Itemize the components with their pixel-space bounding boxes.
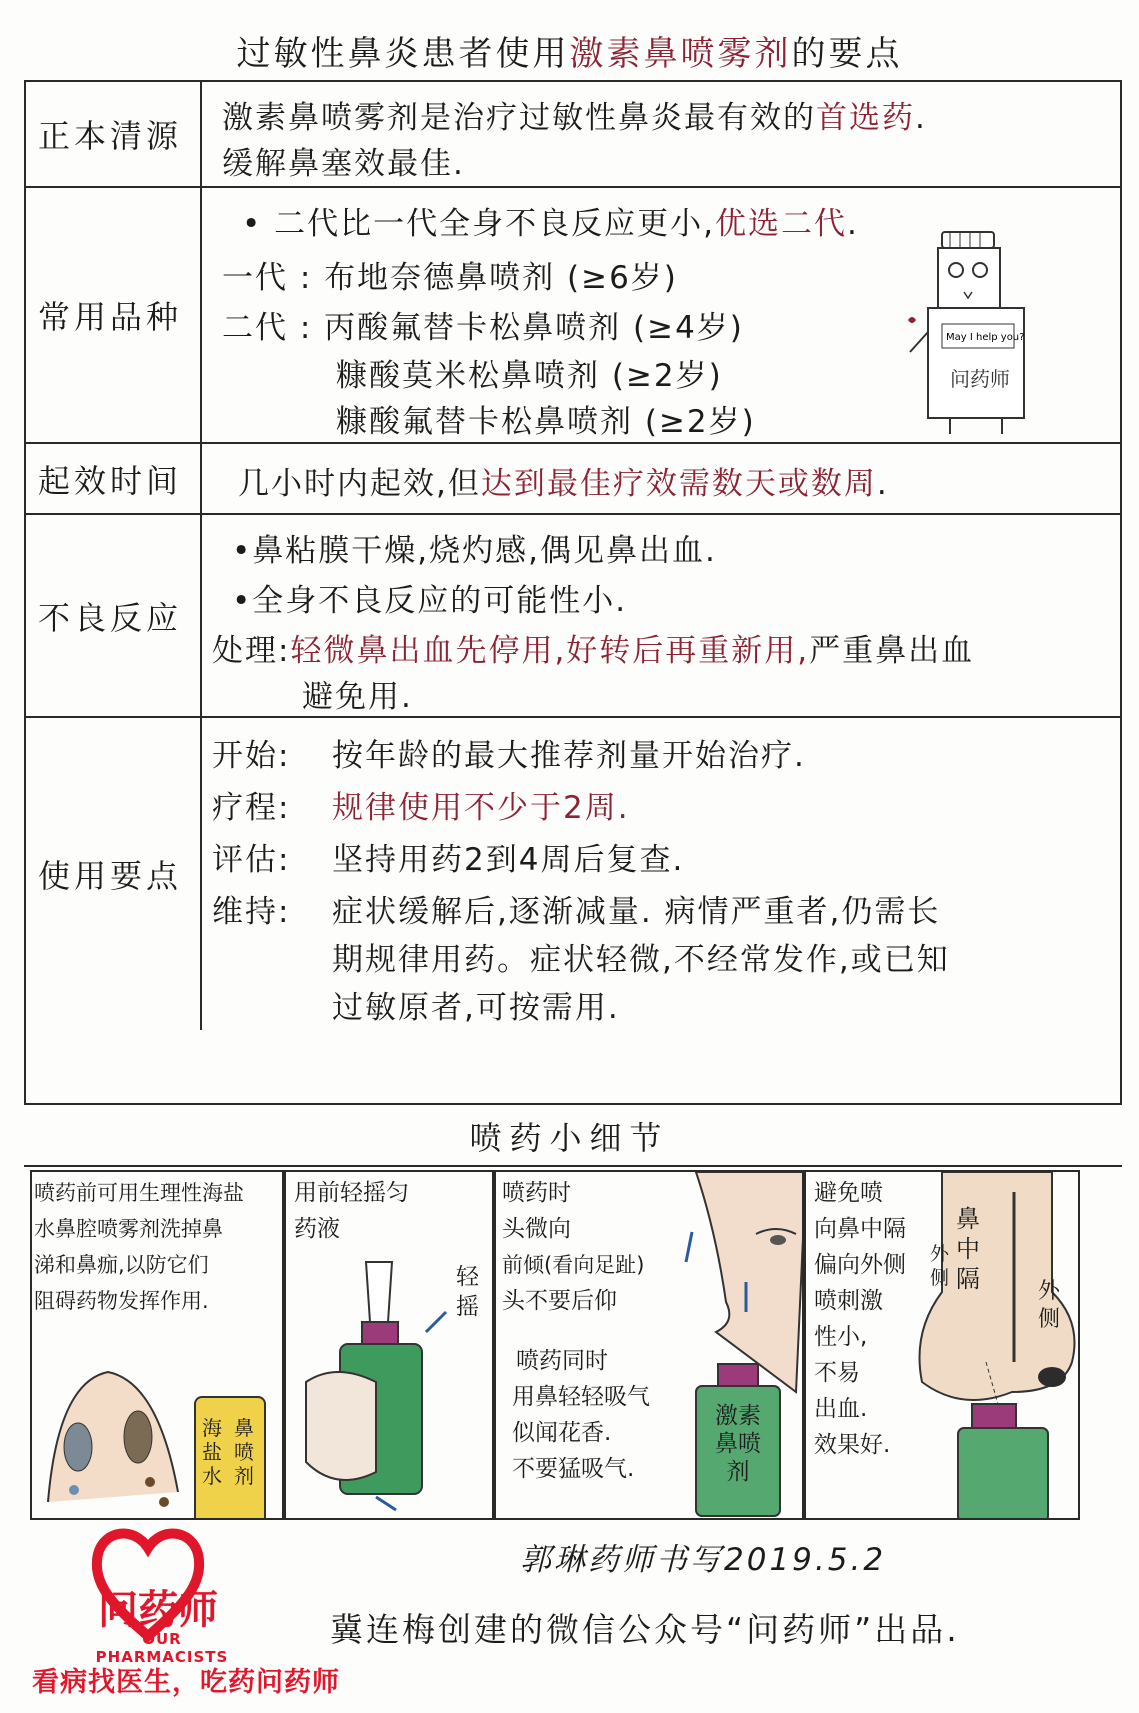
panel-line: 避免喷 [814,1180,883,1206]
content-line: 几小时内起效,但达到最佳疗效需数天或数周. [238,466,889,502]
panel-line: 喷药前可用生理性海盐 [34,1181,244,1205]
bottle-label: 激素鼻喷剂 [715,1403,761,1485]
content-line: • 二代比一代全身不良反应更小,优选二代. [242,206,859,242]
content-line: 处理:轻微鼻出血先停用,好转后再重新用,严重鼻出血 [212,633,975,669]
panel-line: 用前轻摇匀 [294,1180,409,1206]
tip-panel-shake [284,1170,494,1520]
panel-line: 涕和鼻痂,以防它们 [34,1253,209,1277]
info-table [24,80,1122,1105]
row-origin [26,82,1120,188]
divider [24,1165,1122,1167]
panel-line: 似闻花香. [512,1420,612,1446]
panel-line: 用鼻轻轻吸气 [512,1384,650,1410]
content-line: 二代 : 丙酸氟替卡松鼻喷剂 (≥4岁) [222,310,744,346]
title-accent: 激素鼻喷雾剂 [569,34,792,74]
panel-line: 不要猛吸气. [512,1456,635,1482]
panel-line: 头不要后仰 [502,1288,617,1314]
panel-line: 性小, [814,1324,868,1350]
bottle-label: 鼻喷剂 [234,1416,254,1488]
logo-name: 问药师 [98,1587,218,1633]
logo-english: OUR PHARMACISTS [95,1630,229,1666]
septum-label: 鼻中隔 [956,1205,980,1293]
content-line: 避免用. [302,679,413,715]
page-title [0,26,1139,75]
row-label: 使用要点 [26,718,202,1030]
content-line: 缓解鼻塞效最佳. [222,146,465,182]
content-line: 糠酸莫米松鼻喷剂 (≥2岁) [336,358,723,394]
panel-line: 不易 [814,1360,860,1386]
tip-panel-direction [804,1170,1080,1520]
panel-line: 喷药同时 [516,1348,608,1374]
panel-line: 喷药时 [502,1180,571,1206]
outer-label: 外侧 [1038,1279,1061,1332]
outer-label: 外侧 [930,1243,950,1289]
mascot-illustration [906,228,1056,438]
mascot-speech: May I help you? [946,332,1025,343]
usage-value: 过敏原者,可按需用. [332,990,620,1026]
nose-septum-illustration [902,1172,1080,1520]
panel-line: 喷刺激 [814,1288,883,1314]
tip-panel-posture [494,1170,804,1520]
row-label: 起效时间 [26,444,202,513]
panel-line: 头微向 [502,1216,571,1242]
content-line: 糠酸氟替卡松鼻喷剂 (≥2岁) [336,404,756,440]
title-prefix: 过敏性鼻炎患者使用 [236,34,570,74]
panel-line: 药液 [294,1216,340,1242]
content-line: 一代 : 布地奈德鼻喷剂 (≥6岁) [222,260,678,296]
usage-value: 症状缓解后,逐渐减量. 病情严重者,仍需长 [332,894,941,930]
title-suffix: 的要点 [791,34,903,74]
row-onset [26,444,1120,515]
signature: 郭琳药师书写2019.5.2 [520,1542,887,1578]
row-usage [26,718,1120,1030]
row-varieties [26,188,1120,444]
tips-title: 喷药小细节 [469,1119,670,1157]
shake-bottle-illustration [296,1252,456,1512]
saline-bottle [194,1396,266,1520]
panel-line: 前倾(看向足趾) [502,1253,645,1277]
nostril-illustration [38,1342,188,1517]
content-line: •全身不良反应的可能性小. [232,583,628,619]
panel-line: 出血. [814,1396,868,1422]
content-line: 激素鼻喷雾剂是治疗过敏性鼻炎最有效的首选药. [222,100,927,136]
row-label: 常用品种 [26,188,202,442]
usage-value: 规律使用不少于2周. [332,790,630,826]
usage-key: 开始: [212,738,291,774]
usage-key: 维持: [212,894,291,930]
content-line: •鼻粘膜干燥,烧灼感,偶见鼻出血. [232,533,717,569]
panel-line: 轻摇 [456,1264,479,1320]
row-label: 不良反应 [26,515,202,716]
panel-line: 向鼻中隔 [814,1216,906,1242]
row-label: 正本清源 [26,82,202,186]
panel-line: 效果好. [814,1432,891,1458]
usage-key: 疗程: [212,790,291,826]
usage-value: 坚持用药2到4周后复查. [332,842,685,878]
usage-key: 评估: [212,842,291,878]
mascot-name: 问药师 [950,367,1010,391]
tip-panel-rinse [30,1170,284,1520]
bottle-label: 海盐水 [202,1416,222,1488]
panel-line: 水鼻腔喷雾剂洗掉鼻 [34,1217,223,1241]
panel-line: 偏向外侧 [814,1252,906,1278]
source-note: 冀连梅创建的微信公众号“问药师”出品. [330,1610,960,1649]
row-adverse [26,515,1120,718]
usage-value: 期规律用药。症状轻微,不经常发作,或已知 [332,942,950,978]
slogan: 看病找医生，吃药问药师 [32,1667,340,1698]
usage-value: 按年龄的最大推荐剂量开始治疗. [332,738,806,774]
panel-line: 阻碍药物发挥作用. [34,1289,209,1313]
